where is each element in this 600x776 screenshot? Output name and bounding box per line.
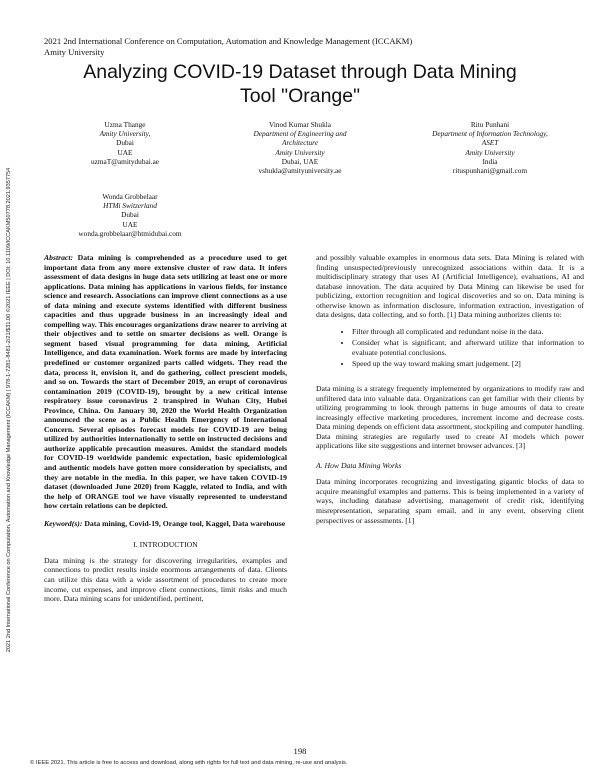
- paper-title: [30, 60, 570, 108]
- paragraph: Data mining incorporates recognizing and investigating gigantic blocks of data to acquire meaningful examples and patterns. This is being implemented in a variety of ways, including database advertising, management of credit risk, identifying misrepresentation, separating spam email, and in any event, observing client perspectives or assessments. [1]: [316, 477, 584, 525]
- author-affiliation: Amity University,: [99, 129, 151, 139]
- author-city: Dubai: [116, 138, 134, 148]
- author-affiliation: Amity University: [465, 147, 515, 157]
- author-city: India: [482, 156, 498, 166]
- subsection-heading: A. How Data Mining Works: [316, 460, 402, 470]
- author-block: [230, 120, 370, 175]
- author-name: Uzma Thange: [104, 120, 146, 129]
- sidebar-citation: [2, 110, 16, 710]
- keywords-label: Keyword(s):: [44, 518, 83, 528]
- abstract: [44, 253, 287, 511]
- abstract-text: Data mining is comprehended as a procedure used to get important data from any more extensive cluster of raw data. It infers assessment of data designs in huge data sets utilizing at least one or more applications. Data mining has applications in various fields, for instance science and research. Associations can improve client connections as a use of data mining and execute systems identified with different business capacities and thus upgrade business in an increasingly ideal and compelling way. This encourages organizations draw nearer to arriving at their objectives and to settle on smarter decisions as well. Orange is segment based visual programming for data mining, Artificial Intelligence, and data examination. Work forms are made by interfacing predefined or customer organized parts called widgets. They read the data, process it, envision it, and do gathering, collect prescient models, and so on. Towards the start of December 2019, an erupt of coronavirus contamination 2019 (COVID-19), brought by a new critical intense respiratory issue coronavirus 2 transpired in Wuhan City, Hubei Province, China. On January 30, 2020 the World Health Organization announced the scene as a Public Health Emergency of International Concern. Several episodes forecast models for COVID-19 are being utilized by authorities internationally to settle on instructed decisions and authorize applicable precaution measures. Amidst the standard models for COVID-19 worldwide pandemic expectation, basic epidemiological and authentic models have gotten more consideration by specialists, and they are notable in the media. In this paper, we have taken COVID-19 dataset (downloaded June 2020) from Kaggle, related to India, and with the help of ORANGE tool we have visually represented to understand how certain relations can be depicted.: [44, 253, 287, 511]
- conference-venue: Amity University: [44, 46, 105, 57]
- keywords-text: Data mining, Covid-19, Orange tool, Kaggel, Data warehouse: [82, 518, 286, 528]
- copyright-footer: © IEEE 2021. This article is free to access and download, along with rights for full text and data mining, re-use and analysis.: [30, 760, 348, 766]
- author-name: Wonda Grobbelaar: [102, 192, 158, 201]
- author-country: UAE: [117, 147, 133, 157]
- title-line-1: Analyzing COVID-19 Dataset through Data Mining: [83, 61, 517, 83]
- section-heading-introduction: I. INTRODUCTION: [133, 540, 198, 550]
- author-affiliation: Architecture: [282, 138, 318, 148]
- author-affiliation: Department of Information Technology,: [432, 129, 548, 139]
- intro-paragraph: Data mining is the strategy for discovering irregularities, examples and connections to predict results inside enormous arrangements of data. Clients can utilize this data with a wide assortment of procedures to create more income, cut expenses, and improve client connections, limit risks and much more. Data mining scans for unidentified, pertinent,: [44, 555, 287, 604]
- author-block: [50, 192, 210, 238]
- author-affiliation: Amity University: [275, 147, 325, 157]
- conference-header: [44, 36, 412, 57]
- bullet-item: • Speed up the way toward making smart judgement. [2]: [352, 359, 584, 369]
- author-affiliation: Department of Engineering and: [253, 129, 347, 139]
- author-city: Dubai, UAE: [281, 156, 319, 166]
- author-block: [60, 120, 190, 166]
- author-email: uzmaT@amitydubai.ae: [90, 156, 160, 166]
- author-email: rituspunhani@gmail.com: [452, 166, 528, 176]
- bullet-list: [316, 327, 584, 369]
- author-email: vshukla@amityuniversity.ae: [258, 166, 342, 176]
- author-affiliation: ASET: [481, 138, 499, 148]
- left-column: [44, 253, 287, 604]
- abstract-label: Abstract:: [44, 253, 74, 262]
- right-column: [316, 253, 584, 525]
- author-block: [415, 120, 565, 175]
- author-city: Dubai: [121, 210, 139, 220]
- page-number: 198: [293, 746, 307, 756]
- author-country: UAE: [122, 219, 138, 229]
- author-name: Vinod Kumar Shukla: [269, 120, 331, 129]
- title-line-2: Tool "Orange": [239, 85, 361, 107]
- bullet-item: • Filter through all complicated and redundant noise in the data.: [352, 327, 584, 337]
- author-affiliation: HTMi Switzerland: [103, 201, 157, 211]
- keywords: [44, 519, 287, 529]
- author-name: Ritu Punhani: [470, 120, 510, 129]
- bullet-item: • Consider what is significant, and afterward utilize that information to evaluate potential conclusions.: [352, 338, 584, 357]
- sidebar-text: 2021 2nd International Conference on Computation, Automation and Knowledge Management (ICCAKM) | 978-1-7281-8481-2/21/$31.00 ©2021 IEEE | DOI: 10.1109/ICCAKM50778.2021.9357754: [6, 167, 12, 653]
- paragraph: Data mining is a strategy frequently implemented by organizations to modify raw and unfiltered data into valuable data. Organizations can get familiar with their clients by utilizing programming to look through patterns in huge amounts of data to create increasingly effective marketing procedures, increment income and decrease costs. Data mining depends on efficient data assortment, stockpiling and computer handling. Data mining strategies are regularly used to create AI models which power applications like site suggestions and internet browser advances. [3]: [316, 384, 584, 451]
- conference-line: 2021 2nd International Conference on Computation, Automation and Knowledge Management (ICCAKM): [44, 36, 413, 46]
- author-email: wonda.grobbelaar@htmidubai.com: [78, 228, 182, 238]
- paragraph: and possibly valuable examples in enormous data sets. Data Mining is related with finding unsuspected/previously unrecognized associations within data. It is a multidisciplinary strategy that uses AI (Artificial Intelligence), evaluations, AI and database innovation. The data acquired by Data Mining can likewise be used for publicizing, extortion recognition and logical discoveries and so on. Data mining is otherwise known as information disclosure, information extraction, investigation of data designs, data collecting, and so forth. [1] Data mining authorizes clients to:: [316, 253, 584, 320]
